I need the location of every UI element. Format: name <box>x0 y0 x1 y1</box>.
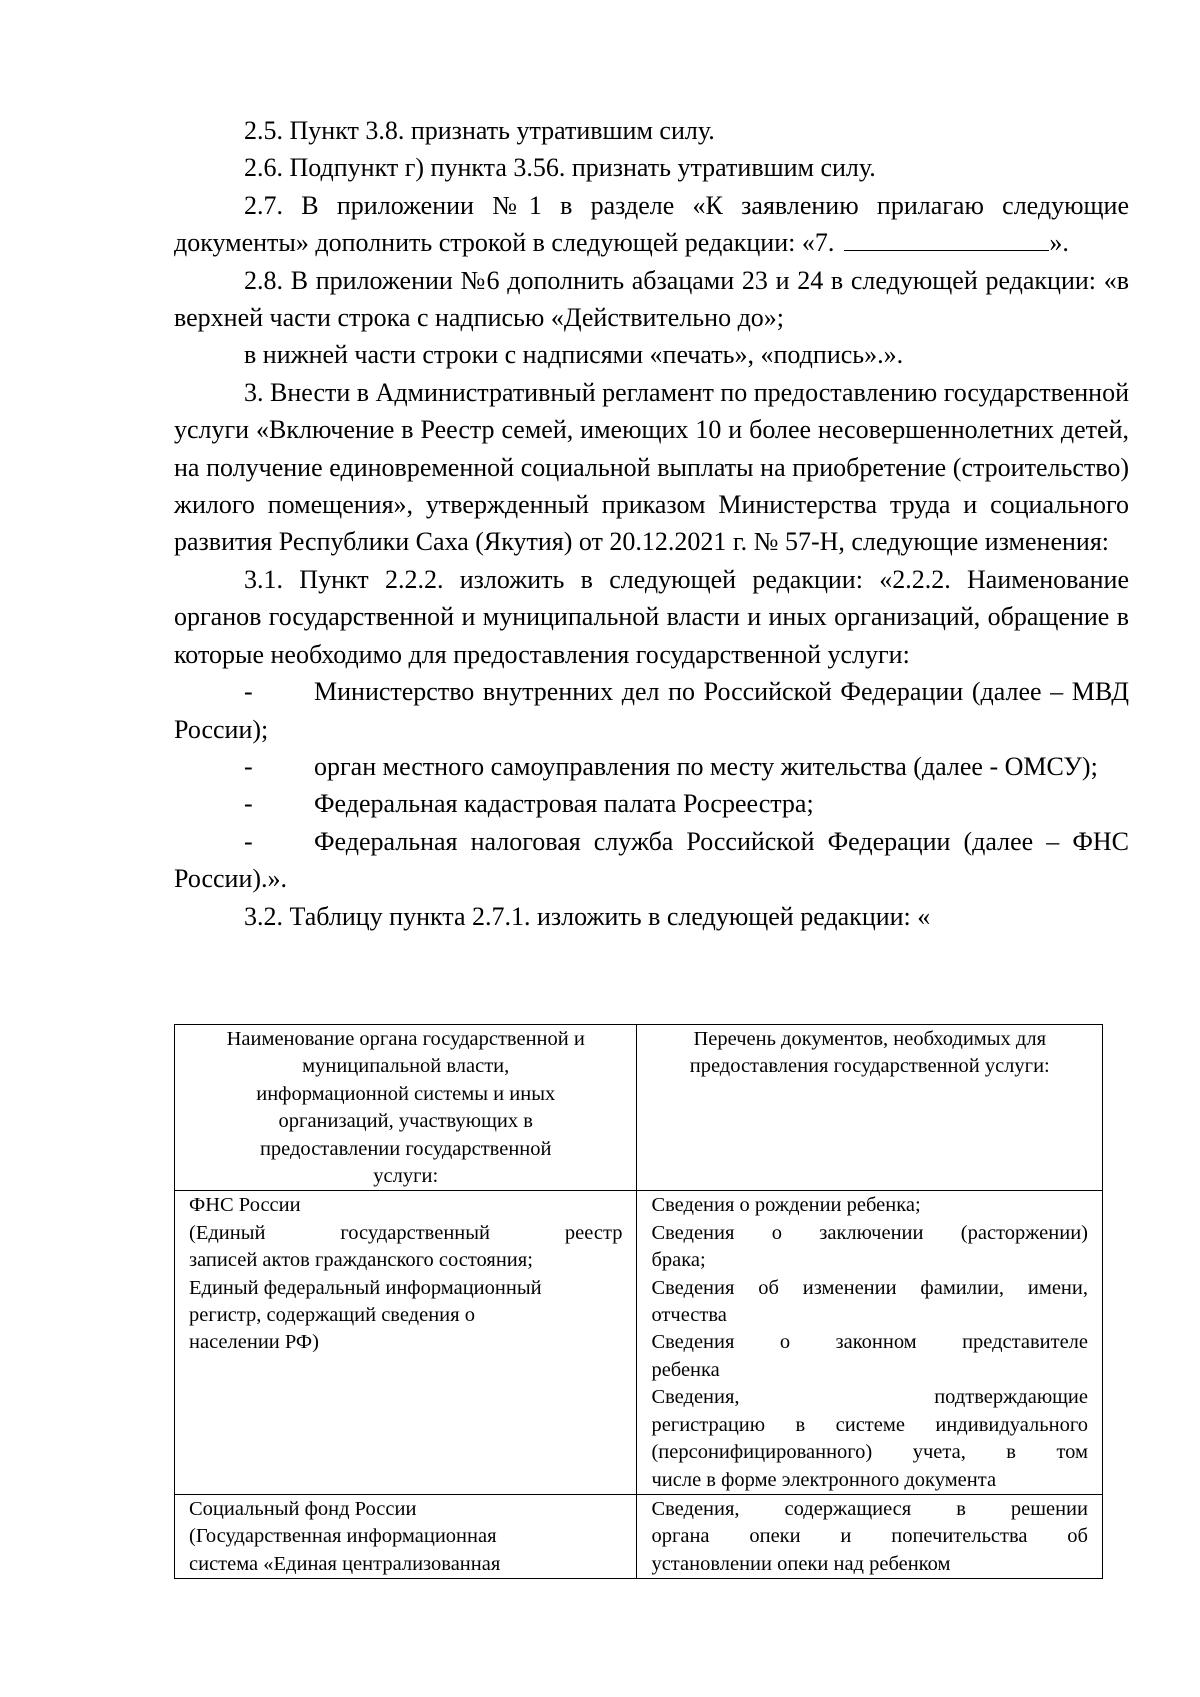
dash-item-text: орган местного самоуправления по месту жительства (далее - ОМСУ); <box>314 751 1098 781</box>
paragraph-3: 3. Внести в Административный регламент по предоставлению государственной услуги «Включение в Реестр семей, имеющих 10 и более несовершеннолетних детей, на получение единовременной социальной выплаты на приобретение (строительство) жилого помещения», утвержденный приказом Министерства труда и социального развития Республики Саха (Якутия) от 20.12.2021 г. № 57-Н, следующие изменения: <box>174 377 1130 557</box>
cell-line: (персонифицированного) учета, в том <box>651 1441 1088 1464</box>
cell-line: предоставлении государственной <box>259 1137 552 1160</box>
paragraph-3-2: 3.2. Таблицу пункта 2.7.1. изложить в следующей редакции: « <box>244 901 931 931</box>
cell-line: установлении опеки над ребенком <box>651 1552 951 1575</box>
cell-line: Сведения, содержащиеся в решении <box>651 1497 1088 1520</box>
document-body <box>174 112 1129 935</box>
cell-line: организаций, участвующих в <box>278 1110 533 1133</box>
dash-item <box>174 823 1129 898</box>
cell-line: информационной системы и иных <box>256 1082 556 1105</box>
cell-line: брака; <box>651 1249 706 1272</box>
paragraph-2-8-continued: в нижней части строки с надписями «печать», «подпись».». <box>244 340 904 370</box>
cell-line: Наименование органа государственной и <box>226 1028 585 1050</box>
cell-line: Социальный фонд России <box>189 1497 417 1520</box>
documents-table <box>174 1024 1103 1579</box>
cell-line: ФНС России <box>189 1194 301 1217</box>
header-cell-organization <box>175 1025 637 1191</box>
cell-line: органа опеки и попечительства об <box>651 1525 1088 1548</box>
cell-line: записей актов гражданского состояния; <box>189 1249 533 1272</box>
cell-line: числе в форме электронного документа <box>651 1468 997 1491</box>
dash-marker: - <box>244 789 253 819</box>
dash-item-text: Федеральная налоговая служба Российской Федерации (далее – ФНС России).». <box>174 826 1129 894</box>
table-row <box>175 1191 1103 1494</box>
cell-line: система «Единая централизованная <box>189 1552 501 1575</box>
cell-organization <box>175 1191 637 1494</box>
cell-line: Сведения о законном представителе <box>651 1331 1088 1354</box>
cell-line: отчества <box>651 1304 727 1327</box>
dash-marker: - <box>244 826 253 856</box>
table-row <box>175 1494 1103 1578</box>
paragraph-2-7-end: ». <box>1049 228 1069 258</box>
cell-line: регистрацию в системе индивидуального <box>651 1413 1088 1436</box>
paragraph-2-6: 2.6. Подпункт г) пункта 3.56. признать утратившим силу. <box>244 153 876 183</box>
paragraph-2-7 <box>174 187 1129 262</box>
table-header-row <box>175 1025 1103 1191</box>
dash-item <box>174 748 1129 785</box>
cell-line: Перечень документов, необходимых для <box>693 1028 1046 1050</box>
cell-line: (Единый государственный реестр <box>189 1221 623 1244</box>
paragraph-2-7-text: 2.7. В приложении №1 в разделе «К заявлению прилагаю следующие документы» дополнить строкой в следующей редакции: «7. <box>174 190 1129 258</box>
cell-line: ребенка <box>651 1358 720 1381</box>
cell-line: Сведения о рождении ребенка; <box>651 1194 921 1217</box>
cell-line: населении РФ) <box>189 1331 319 1354</box>
cell-documents <box>637 1494 1103 1578</box>
blank-line <box>844 228 1049 251</box>
cell-line: Сведения, подтверждающие <box>651 1386 1088 1409</box>
cell-documents <box>637 1191 1103 1494</box>
cell-line: услуги: <box>373 1165 439 1188</box>
paragraph-3-1: 3.1. Пункт 2.2.2. изложить в следующей редакции: «2.2.2. Наименование органов государственной и муниципальной власти и иных организаций, обращение в которые необходимо для предоставления государственной услуги: <box>174 564 1129 669</box>
cell-line: Сведения о заключении (расторжении) <box>651 1221 1088 1244</box>
cell-organization <box>175 1494 637 1578</box>
paragraph-2-5: 2.5. Пункт 3.8. признать утратившим силу. <box>244 116 715 145</box>
dash-marker: - <box>244 751 253 781</box>
dash-item <box>174 785 1129 822</box>
dash-item <box>174 673 1129 748</box>
dash-marker: - <box>244 677 253 707</box>
cell-line: Единый федеральный информационный <box>189 1276 542 1299</box>
cell-line: регистр, содержащий сведения о <box>189 1304 475 1327</box>
header-cell-documents <box>637 1025 1103 1191</box>
cell-line: предоставления государственной услуги: <box>689 1055 1050 1078</box>
cell-line: (Государственная информационная <box>189 1525 497 1548</box>
paragraph-2-8: 2.8. В приложении №6 дополнить абзацами 23 и 24 в следующей редакции: «в верхней части строка с надписью «Действительно до»; <box>174 265 1129 333</box>
dash-item-text: Министерство внутренних дел по Российской Федерации (далее – МВД России); <box>174 677 1129 744</box>
cell-line: Сведения об изменении фамилии, имени, <box>651 1276 1088 1299</box>
dash-item-text: Федеральная кадастровая палата Росреестра; <box>314 789 814 819</box>
cell-line: муниципальной власти, <box>302 1055 510 1078</box>
